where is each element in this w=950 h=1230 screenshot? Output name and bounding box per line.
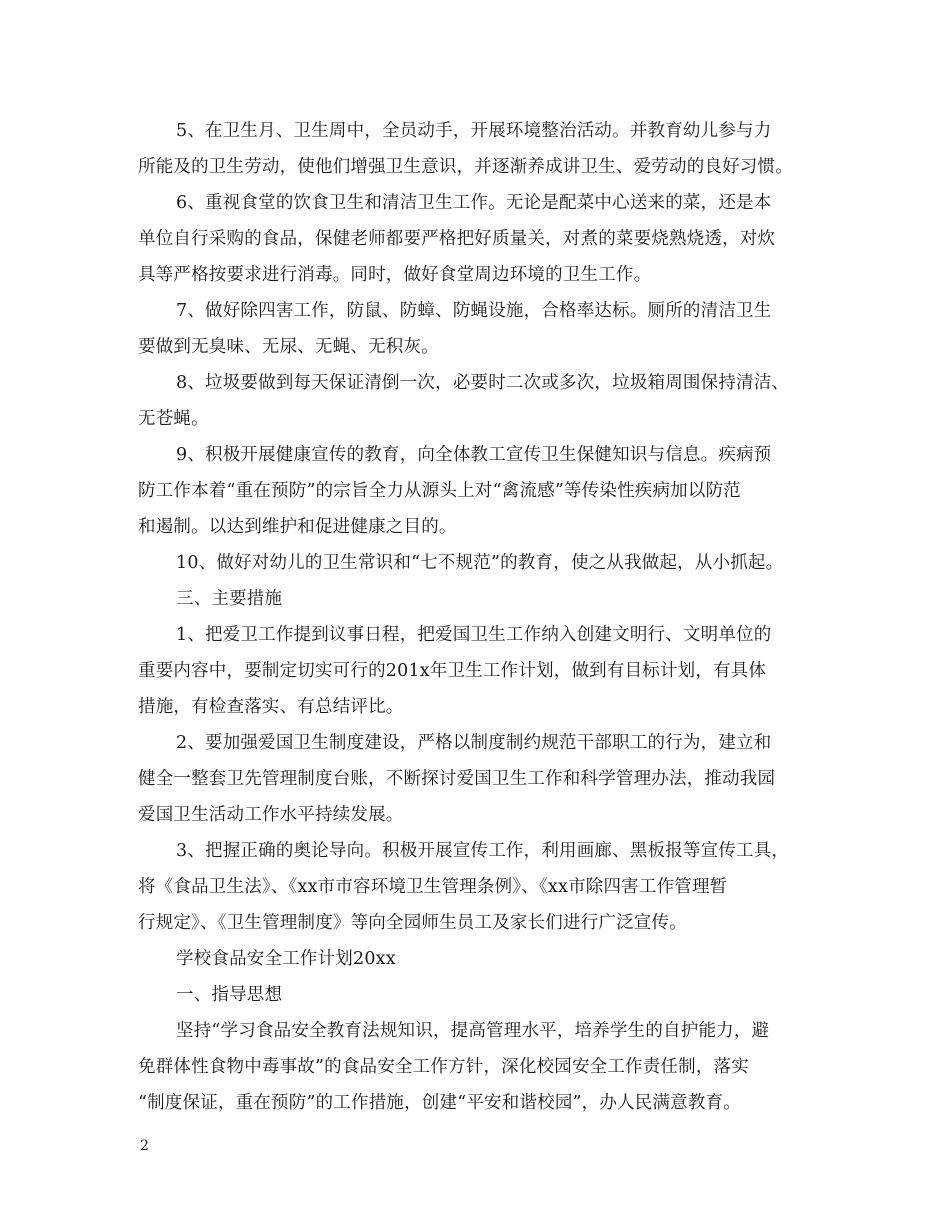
text-line: 6、重视食堂的饮食卫生和清洁卫生工作。无论是配菜中心送来的菜，还是本 <box>176 193 772 213</box>
text-line: 行规定》、《卫生管理制度》等向全园师生员工及家长们进行广泛宣传。 <box>138 913 687 933</box>
section-heading: 一、指导思想 <box>176 985 283 1005</box>
text-line: 7、做好除四害工作，防鼠、防蟑、防蝇设施，合格率达标。厕所的清洁卫生 <box>176 301 772 321</box>
text-line: 8、垃圾要做到每天保证清倒一次，必要时二次或多次，垃圾箱周围保持清洁、 <box>176 373 790 393</box>
text-line: 1、把爱卫工作提到议事日程，把爱国卫生工作纳入创建文明行、文明单位的 <box>176 625 772 645</box>
text-line: 爱国卫生活动工作水平持续发展。 <box>138 805 404 825</box>
section-heading: 三、主要措施 <box>176 589 283 609</box>
text-line: 单位自行采购的食品，保健老师都要严格把好质量关，对煮的菜要烧熟烧透，对炊 <box>138 229 776 249</box>
document-title: 学校食品安全工作计划20xx <box>176 949 396 969</box>
text-line: 5、在卫生月、卫生周中，全员动手，开展环境整治活动。并教育幼儿参与力 <box>176 121 772 141</box>
text-line: 重要内容中，要制定切实可行的201x年卫生工作计划，做到有目标计划，有具体 <box>138 661 767 681</box>
text-line: “制度保证，重在预防”的工作措施，创建“平安和谐校园”，办人民满意教育。 <box>138 1093 741 1113</box>
text-line: 和遏制。以达到维护和促进健康之目的。 <box>138 517 457 537</box>
text-line: 10、做好对幼儿的卫生常识和“七不规范”的教育，使之从我做起，从小抓起。 <box>176 553 784 573</box>
text-line: 措施，有检查落实、有总结评比。 <box>138 697 404 717</box>
text-line: 将《食品卫生法》、《xx市市容环境卫生管理条例》、《xx市除四害工作管理暂 <box>138 877 728 897</box>
text-line: 9、积极开展健康宣传的教育，向全体教工宣传卫生保健知识与信息。疾病预 <box>176 445 772 465</box>
text-line: 2、要加强爱国卫生制度建设，严格以制度制约规范干部职工的行为，建立和 <box>176 733 772 753</box>
text-line: 健全一整套卫先管理制度台账，不断探讨爱国卫生工作和科学管理办法，推动我园 <box>138 769 776 789</box>
page-number: 2 <box>140 1138 149 1154</box>
text-line: 具等严格按要求进行消毒。同时，做好食堂周边环境的卫生工作。 <box>138 265 652 285</box>
text-line: 坚持“学习食品安全教育法规知识，提高管理水平，培养学生的自护能力，避 <box>176 1021 770 1041</box>
text-line: 防工作本着“重在预防”的宗旨全力从源头上对“禽流感”等传染性疾病加以防范 <box>138 481 741 501</box>
text-line: 要做到无臭味、无尿、无蝇、无积灰。 <box>138 337 439 357</box>
text-line: 免群体性食物中毒事故”的食品安全工作方针，深化校园安全工作责任制，落实 <box>138 1057 749 1077</box>
text-line: 无苍蝇。 <box>138 409 209 429</box>
text-line: 3、把握正确的奥论导向。积极开展宣传工作，利用画廊、黑板报等宣传工具， <box>176 841 790 861</box>
text-line: 所能及的卫生劳动，使他们增强卫生意识，并逐渐养成讲卫生、爱劳动的良好习惯。 <box>138 157 793 177</box>
